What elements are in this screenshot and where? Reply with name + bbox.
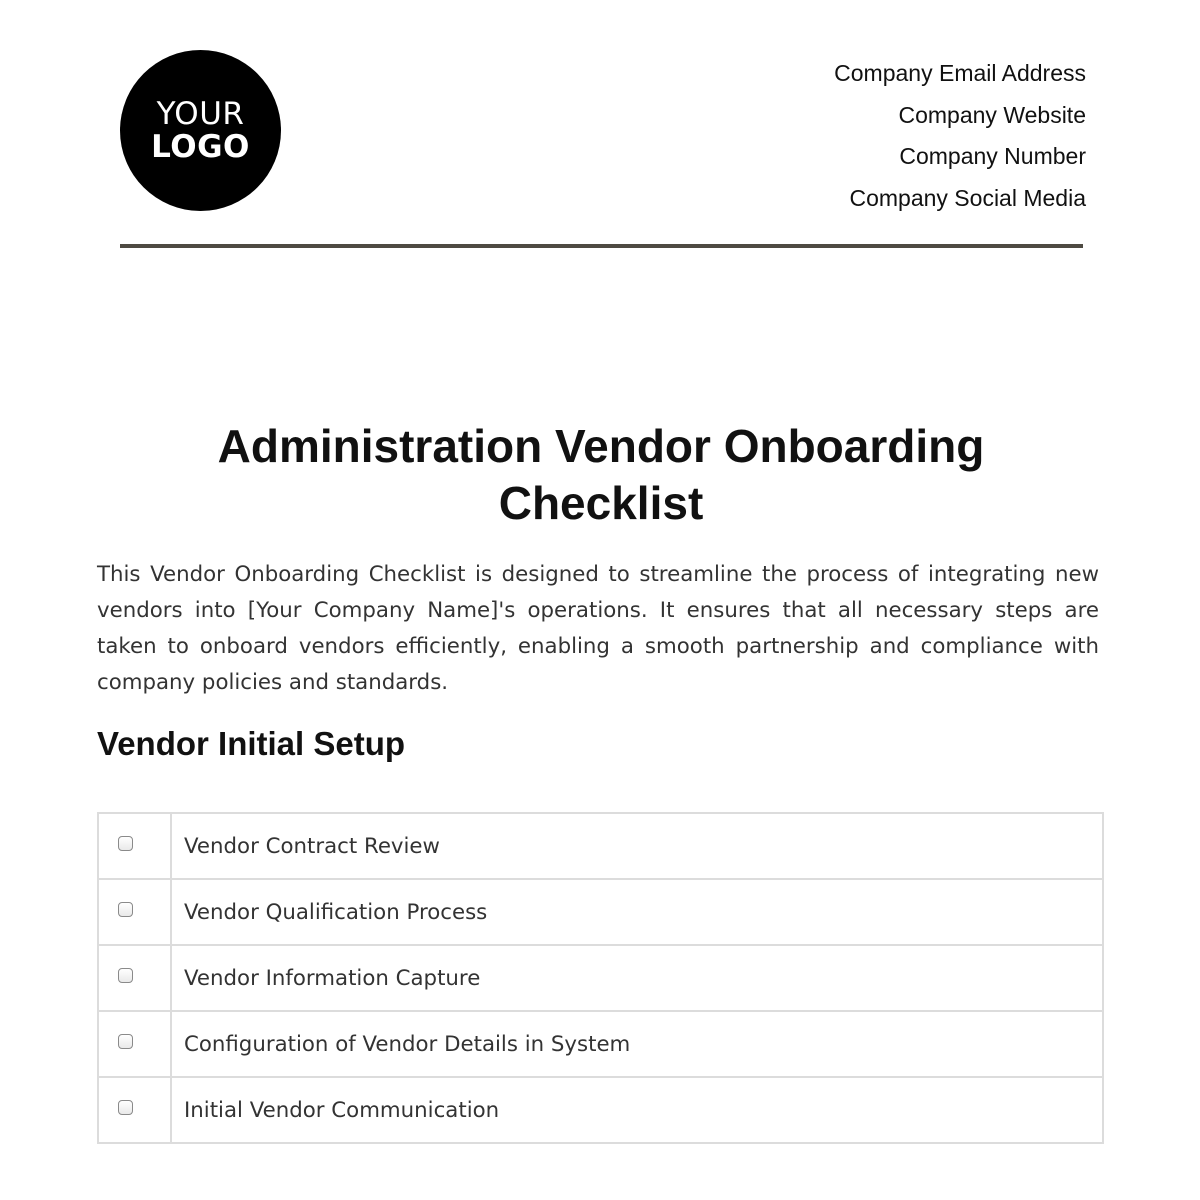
checklist-row: [98, 879, 1103, 945]
checkbox[interactable]: [118, 902, 133, 917]
checkbox[interactable]: [118, 1034, 133, 1049]
checklist-row: [98, 945, 1103, 1011]
company-email: Company Email Address: [834, 60, 1086, 86]
document-title: Administration Vendor Onboarding Checklist: [217, 420, 985, 529]
checklist-row: [98, 1011, 1103, 1077]
checkbox-cell: [98, 1077, 171, 1143]
checklist-item-label: Vendor Information Capture: [171, 945, 1103, 1011]
checklist-item-label: Vendor Contract Review: [171, 813, 1103, 879]
intro-paragraph: This Vendor Onboarding Checklist is designed to streamline the process of integrating new vendors into [Your Company Name]'s operations. It ensures that all necessary steps are taken to onboard vendors efficiently, enabling a smooth partnership and compliance with company policies and standards.: [97, 562, 1099, 695]
company-logo: [120, 50, 281, 211]
checklist-item-label: Initial Vendor Communication: [171, 1077, 1103, 1143]
checkbox[interactable]: [118, 1100, 133, 1115]
section-heading: Vendor Initial Setup: [97, 725, 406, 762]
checklist-item-label: Configuration of Vendor Details in System: [171, 1011, 1103, 1077]
checklist-item-label: Vendor Qualification Process: [171, 879, 1103, 945]
logo-text-logo: LOGO: [151, 128, 250, 165]
checklist-row: [98, 1077, 1103, 1143]
checklist-table: [97, 812, 1104, 1144]
checkbox[interactable]: [118, 968, 133, 983]
company-contact-block: [834, 53, 1086, 220]
checkbox-cell: [98, 813, 171, 879]
checkbox[interactable]: [118, 836, 133, 851]
checkbox-cell: [98, 945, 171, 1011]
company-number: Company Number: [899, 143, 1086, 170]
checkbox-cell: [98, 1011, 171, 1077]
logo-text-your: YOUR: [156, 95, 245, 132]
checklist-row: [98, 813, 1103, 879]
header-divider: [120, 244, 1083, 248]
company-social-media: Company Social Media: [849, 185, 1086, 212]
checkbox-cell: [98, 879, 171, 945]
company-website: Company Website: [898, 101, 1086, 128]
